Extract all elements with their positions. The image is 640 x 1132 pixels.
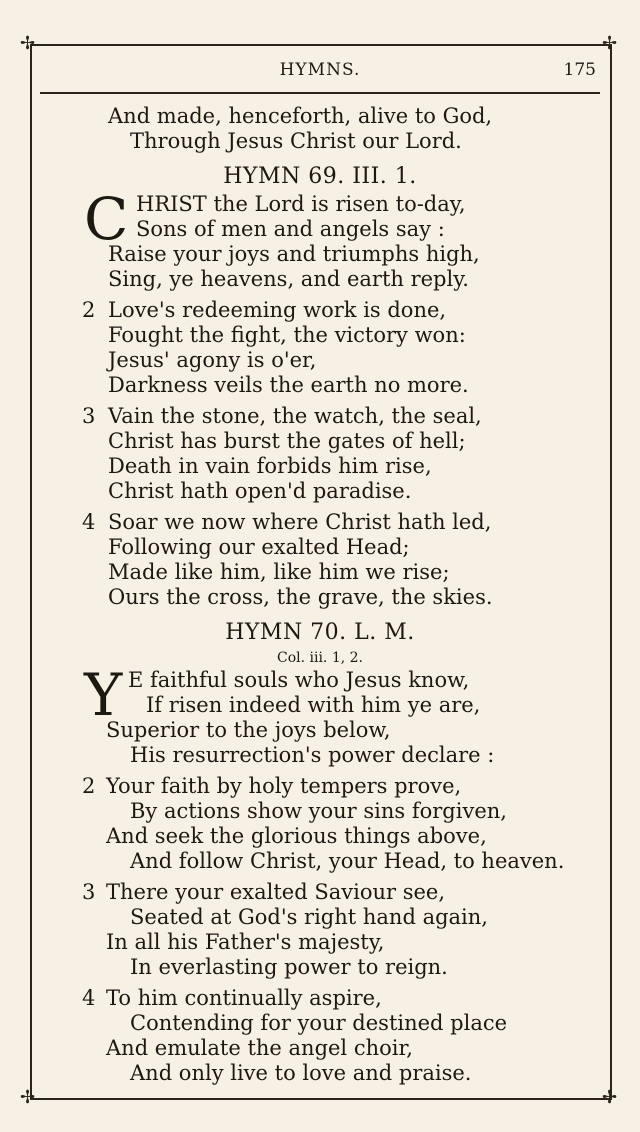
verse-line: HRIST the Lord is risen to-day, — [136, 192, 466, 216]
verse-line: Raise your joys and triumphs high, — [108, 242, 480, 266]
verse-line: Christ has burst the gates of hell; — [108, 429, 466, 453]
verse-line: And emulate the angel choir, — [106, 1036, 413, 1060]
verse-line: And seek the glorious things above, — [106, 824, 487, 848]
verse-line: Jesus' agony is o'er, — [108, 348, 317, 372]
hymn-69-stanza-2 — [70, 298, 600, 398]
stanza-number: 3 — [82, 404, 96, 428]
corner-ornament-icon: ✢ — [602, 1087, 618, 1108]
hymn-70-stanza-1 — [70, 661, 600, 768]
page-header — [40, 58, 600, 86]
hymn-70-stanza-3 — [70, 880, 600, 980]
verse-line: And only live to love and praise. — [130, 1061, 472, 1085]
verse-line: Contending for your destined place — [130, 1011, 508, 1035]
verse-line: Your faith by holy tempers prove, — [106, 774, 462, 798]
stanza-number: 3 — [82, 880, 96, 904]
corner-ornament-icon: ✢ — [20, 33, 36, 54]
verse-line: Fought the fight, the victory won: — [108, 323, 466, 347]
verse-line: In everlasting power to reign. — [130, 955, 448, 979]
verse-line: His resurrection's power declare : — [130, 743, 495, 767]
verse-line: And made, henceforth, alive to God, — [108, 104, 493, 128]
verse-line: Made like him, like him we rise; — [108, 560, 450, 584]
stanza-number: 4 — [82, 510, 96, 534]
verse-line: Seated at God's right hand again, — [130, 905, 488, 929]
corner-ornament-icon: ✢ — [20, 1087, 36, 1108]
verse-line: If risen indeed with him ye are, — [146, 693, 481, 717]
verse-line: Vain the stone, the watch, the seal, — [108, 404, 482, 428]
verse-line: Soar we now where Christ hath led, — [108, 510, 492, 534]
hymn-69-title: HYMN 69. III. 1. — [223, 164, 417, 189]
hymn-70-title: HYMN 70. L. M. — [225, 620, 415, 645]
page-content — [70, 104, 600, 1086]
left-border-rule — [30, 44, 32, 1098]
verse-line: Through Jesus Christ our Lord. — [130, 129, 462, 153]
verse-line: Love's redeeming work is done, — [108, 298, 447, 322]
drop-cap: Y — [84, 661, 123, 729]
bottom-border-rule — [30, 1098, 612, 1100]
verse-line: E faithful souls who Jesus know, — [128, 668, 470, 692]
verse-line: Following our exalted Head; — [108, 535, 410, 559]
scripture-reference: Col. iii. 1, 2. — [276, 650, 364, 666]
header-rule — [40, 92, 600, 94]
stanza-number: 2 — [82, 774, 96, 798]
top-border-rule — [30, 44, 612, 46]
verse-line: Superior to the joys below, — [106, 718, 391, 742]
drop-cap: C — [84, 185, 129, 253]
running-title: HYMNS. — [279, 60, 361, 80]
hymn-69-stanza-4 — [70, 510, 600, 610]
verse-line: And follow Christ, your Head, to heaven. — [130, 849, 565, 873]
verse-line: There your exalted Saviour see, — [106, 880, 446, 904]
verse-line: By actions show your sins forgiven, — [130, 799, 507, 823]
verse-line: Death in vain forbids him rise, — [108, 454, 432, 478]
hymn-70-stanza-2 — [70, 774, 600, 874]
right-border-rule — [610, 44, 612, 1098]
verse-line: Sons of men and angels say : — [136, 217, 445, 241]
verse-line: Darkness veils the earth no more. — [108, 373, 469, 397]
stanza-number: 4 — [82, 986, 96, 1010]
verse-line: In all his Father's majesty, — [106, 930, 385, 954]
corner-ornament-icon: ✢ — [602, 33, 618, 54]
verse-line: To him continually aspire, — [106, 986, 382, 1010]
verse-line: Ours the cross, the grave, the skies. — [108, 585, 493, 609]
verse-line: Christ hath open'd paradise. — [108, 479, 412, 503]
verse-line: Sing, ye heavens, and earth reply. — [108, 267, 469, 291]
hymn-70-stanza-4 — [70, 986, 600, 1086]
hymn-69-stanza-1 — [70, 185, 600, 292]
stanza-number: 2 — [82, 298, 96, 322]
page-number: 175 — [563, 60, 596, 80]
hymn-69-stanza-3 — [70, 404, 600, 504]
